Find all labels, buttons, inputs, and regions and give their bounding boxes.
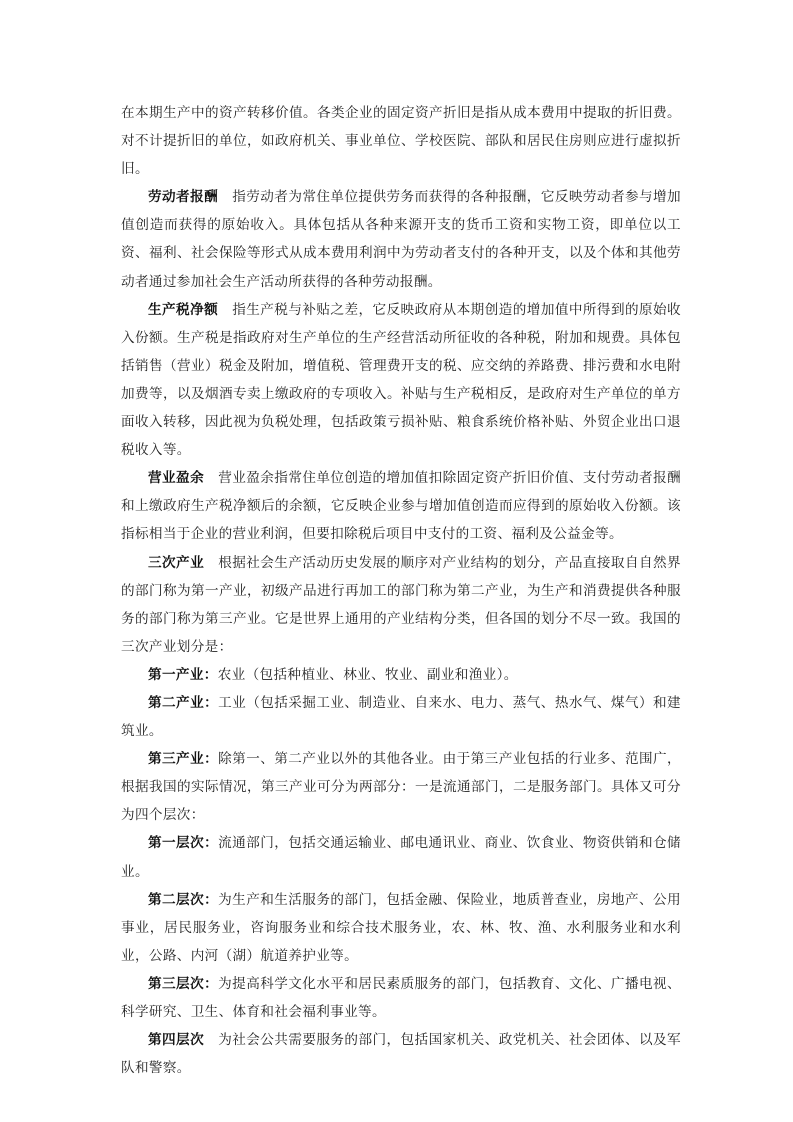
term-heading: 营业盈余 (148, 470, 205, 487)
paragraph-text: 除第一、第二产业以外的其他各业。由于第三产业包括的行业多、范围广，根据我国的实际情况，第三产业可分为两部分：一是流通部门，二是服务部门。具体又可分为四个层次： (121, 751, 681, 824)
paragraph-text: 流通部门，包括交通运输业、邮电通讯业、商业、饮食业、物资供销和仓储业。 (121, 835, 681, 880)
paragraph-text: 指生产税与补贴之差，它反映政府从本期创造的增加值中所得到的原始收入份额。生产税是指政府对生产单位的生产经营活动所征收的各种税，附加和规费。具体包括销售（营业）税金及附加，增值税、管理费开支的税、应交纳的养路费、排污费和水电附加费等，以及烟酒专卖上缴政府的专项收入。补贴与生产税相反，是政府对生产单位的单方面收入转移，因此视为负税处理，包括政策亏损补贴、粮食系统价格补贴、外贸企业出口退税收入等。 (121, 301, 682, 459)
paragraph-three-industries (121, 549, 681, 661)
paragraph-text: 为生产和生活服务的部门，包括金融、保险业，地质普查业，房地产、公用事业，居民服务业，咨询服务业和综合技术服务业，农、林、牧、渔、水利服务业和水利业，公路、内河（湖）航道养护业等。 (121, 891, 681, 964)
paragraph-text: 在本期生产中的资产转移价值。各类企业的固定资产折旧是指从成本费用中提取的折旧费。对不计提折旧的单位，如政府机关、事业单位、学校医院、部队和居民住房则应进行虚拟折旧。 (121, 105, 681, 178)
paragraph-tertiary-industry (121, 745, 681, 829)
paragraph-text: 农业（包括种植业、林业、牧业、副业和渔业）。 (217, 666, 518, 683)
paragraph-level-one (121, 829, 681, 885)
term-heading: 第四层次 (148, 1032, 205, 1049)
paragraph-text: 为社会公共需要服务的部门，包括国家机关、政党机关、社会团体、以及军队和警察。 (121, 1032, 681, 1077)
paragraph-text: 为提高科学文化水平和居民素质服务的部门，包括教育、文化、广播电视、科学研究、卫生、体育和社会福利事业等。 (121, 975, 681, 1020)
term-heading: 第二产业： (148, 694, 219, 711)
term-heading: 第三层次： (148, 975, 219, 992)
paragraph-primary-industry (121, 661, 681, 689)
term-heading: 第三产业： (148, 751, 219, 768)
term-heading: 三次产业 (148, 554, 205, 571)
paragraph-text: 根据社会生产活动历史发展的顺序对产业结构的划分，产品直接取自自然界的部门称为第一产业，初级产品进行再加工的部门称为第二产业，为生产和消费提供各种服务的部门称为第三产业。它是世界上通用的产业结构分类，但各国的划分不尽一致。我国的三次产业划分是： (121, 554, 681, 655)
paragraph-text: 工业（包括采掘工业、制造业、自来水、电力、蒸气、热水气、煤气）和建筑业。 (121, 694, 681, 740)
paragraph-secondary-industry (121, 689, 681, 745)
paragraph-depreciation-continued (121, 99, 681, 183)
paragraph-level-four (121, 1026, 681, 1082)
paragraph-text: 指劳动者为常住单位提供劳务而获得的各种报酬，它反映劳动者参与增加值创造而获得的原始收入。具体包括从各种来源开支的货币工资和实物工资，即单位以工资、福利、社会保险等形式从成本费用利润中为劳动者支付的各种开支，以及个体和其他劳动者通过参加社会生产活动所获得的各种劳动报酬。 (121, 189, 682, 290)
paragraph-text: 营业盈余指常住单位创造的增加值扣除固定资产折旧价值、支付劳动者报酬和上缴政府生产税净额后的余额，它反映企业参与增加值创造而应得到的原始收入份额。该指标相当于企业的营业利润，但要扣除税后项目中支付的工资、福利及公益金等。 (121, 470, 681, 543)
paragraph-level-three (121, 970, 681, 1026)
paragraph-labor-compensation (121, 183, 681, 295)
term-heading: 第一产业： (148, 666, 218, 683)
paragraph-operating-surplus (121, 464, 681, 548)
term-heading: 第一层次： (148, 835, 219, 852)
term-heading: 生产税净额 (148, 301, 219, 318)
term-heading: 劳动者报酬 (148, 189, 219, 206)
document-page (121, 99, 681, 1082)
paragraph-level-two (121, 886, 681, 970)
term-heading: 第二层次： (148, 891, 219, 908)
paragraph-net-production-tax (121, 296, 681, 465)
